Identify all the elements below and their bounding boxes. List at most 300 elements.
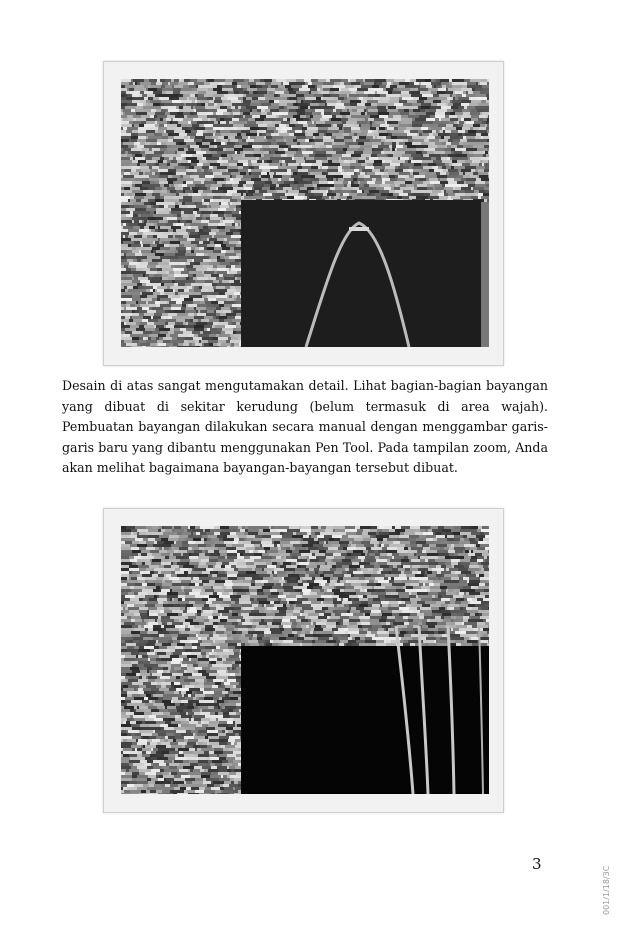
noise-pixel [156,208,165,211]
noise-pixel [301,175,310,178]
noise-pixel [158,169,168,172]
noise-pixel [338,166,342,169]
noise-pixel [153,286,157,289]
noise-pixel [245,550,249,553]
noise-pixel [207,244,215,247]
noise-pixel [469,538,475,541]
noise-pixel [177,313,188,316]
noise-pixel [322,160,328,163]
noise-pixel [174,325,185,328]
noise-pixel [465,550,469,553]
noise-pixel [232,610,236,613]
noise-pixel [331,118,341,121]
noise-pixel [179,109,184,112]
noise-pixel [347,184,351,187]
noise-pixel [343,148,347,151]
noise-pixel [195,583,199,586]
noise-pixel [333,529,335,532]
noise-pixel [472,598,477,601]
noise-pixel [237,556,244,559]
noise-pixel [432,610,441,613]
noise-pixel [258,97,265,100]
noise-pixel [338,547,343,550]
noise-pixel [477,529,481,532]
noise-pixel [294,178,303,181]
noise-pixel [188,274,193,277]
noise-pixel [305,109,310,112]
noise-pixel [251,601,259,604]
noise-pixel [279,100,286,103]
noise-pixel [398,109,404,112]
noise-pixel [171,79,174,82]
noise-pixel [309,154,315,157]
noise-pixel [251,610,259,613]
noise-pixel [245,526,248,529]
noise-pixel [413,127,421,130]
noise-pixel [188,214,195,217]
noise-pixel [357,121,367,124]
noise-pixel [237,562,244,565]
noise-pixel [399,124,408,127]
noise-pixel [253,538,262,541]
noise-pixel [357,88,368,91]
noise-pixel [463,172,465,175]
noise-pixel [468,604,475,607]
noise-pixel [121,343,126,346]
noise-pixel [399,82,409,85]
noise-pixel [363,529,370,532]
noise-pixel [173,172,176,175]
noise-pixel [195,184,205,187]
noise-pixel [146,154,153,157]
noise-pixel [196,322,207,325]
noise-pixel [346,151,354,154]
noise-pixel [121,259,127,262]
noise-pixel [230,247,234,250]
noise-pixel [344,127,351,130]
noise-pixel [208,253,216,256]
noise-pixel [277,190,286,193]
noise-pixel [390,559,401,562]
noise-pixel [300,106,308,109]
noise-pixel [142,175,149,178]
noise-pixel [257,160,262,163]
noise-pixel [142,241,153,244]
noise-pixel [195,136,205,139]
noise-pixel [269,100,274,103]
noise-pixel [429,544,436,547]
noise-pixel [309,118,311,121]
noise-pixel [252,124,258,127]
noise-pixel [141,259,143,262]
noise-pixel [368,532,376,535]
noise-pixel [333,553,341,556]
noise-pixel [121,319,129,322]
noise-pixel [187,238,195,241]
noise-pixel [142,220,144,223]
noise-pixel [333,577,338,580]
noise-pixel [195,202,197,205]
noise-pixel [264,583,274,586]
noise-pixel [290,592,300,595]
noise-pixel [153,91,162,94]
noise-pixel [133,259,137,262]
noise-pixel [254,154,261,157]
noise-pixel [144,145,154,148]
noise-pixel [228,169,238,172]
noise-pixel [244,562,246,565]
noise-pixel [374,586,385,589]
noise-pixel [466,559,470,562]
noise-pixel [121,238,131,241]
noise-pixel [222,547,226,550]
noise-pixel [460,139,467,142]
noise-pixel [199,286,202,289]
noise-pixel [270,175,273,178]
noise-pixel [319,178,327,181]
noise-pixel [333,574,344,577]
noise-pixel [221,202,228,205]
noise-pixel [155,583,162,586]
noise-pixel [400,541,410,544]
noise-pixel [205,184,211,187]
noise-pixel [129,262,140,265]
noise-pixel [282,577,284,580]
noise-pixel [177,160,183,163]
noise-pixel [148,199,155,202]
noise-pixel [332,106,335,109]
noise-pixel [273,526,279,529]
noise-pixel [265,181,272,184]
noise-pixel [121,193,124,196]
noise-pixel [254,166,259,169]
noise-pixel [191,553,199,556]
noise-pixel [204,169,208,172]
noise-pixel [318,547,324,550]
noise-pixel [416,595,418,598]
noise-pixel [332,145,338,148]
noise-pixel [365,580,369,583]
noise-pixel [449,79,452,82]
noise-pixel [129,565,138,568]
noise-pixel [121,571,129,574]
noise-pixel [179,535,188,538]
noise-pixel [305,568,309,571]
noise-pixel [160,238,168,241]
noise-pixel [150,571,154,574]
noise-pixel [211,301,218,304]
noise-pixel [121,262,129,265]
noise-pixel [195,340,199,343]
noise-pixel [331,574,333,577]
noise-pixel [355,526,360,529]
noise-pixel [394,181,405,184]
noise-pixel [438,568,444,571]
noise-pixel [237,190,246,193]
noise-pixel [324,112,331,115]
noise-pixel [129,568,139,571]
noise-pixel [447,178,454,181]
noise-pixel [190,145,192,148]
noise-pixel [363,595,367,598]
noise-pixel [251,172,261,175]
noise-pixel [329,151,336,154]
noise-pixel [154,133,162,136]
noise-pixel [229,604,231,607]
noise-pixel [308,82,312,85]
noise-pixel [121,337,132,340]
noise-pixel [123,607,125,610]
noise-pixel [265,91,267,94]
noise-pixel [146,283,151,286]
noise-pixel [459,541,470,544]
noise-pixel [154,163,156,166]
noise-pixel [260,148,263,151]
noise-pixel [164,214,173,217]
noise-pixel [434,583,440,586]
noise-pixel [271,133,279,136]
noise-pixel [135,304,140,307]
noise-pixel [296,595,302,598]
noise-pixel [168,238,178,241]
noise-pixel [389,571,391,574]
noise-pixel [153,232,163,235]
noise-pixel [364,178,372,181]
noise-pixel [138,301,146,304]
noise-pixel [428,127,431,130]
noise-pixel [293,139,297,142]
noise-pixel [420,529,425,532]
noise-pixel [247,565,256,568]
noise-pixel [135,154,142,157]
noise-pixel [172,316,178,319]
noise-pixel [215,580,225,583]
noise-pixel [158,127,167,130]
noise-pixel [250,598,254,601]
noise-pixel [155,289,157,292]
noise-pixel [162,88,173,91]
noise-pixel [393,154,402,157]
noise-pixel [204,94,213,97]
noise-pixel [262,604,264,607]
noise-pixel [436,172,440,175]
noise-pixel [212,574,217,577]
noise-pixel [485,535,489,538]
noise-pixel [181,100,192,103]
noise-pixel [450,601,455,604]
noise-pixel [157,121,167,124]
noise-pixel [335,106,345,109]
noise-pixel [192,286,194,289]
noise-pixel [231,265,235,268]
noise-pixel [452,547,454,550]
noise-pixel [303,178,310,181]
noise-pixel [139,568,146,571]
noise-pixel [136,562,142,565]
noise-pixel [349,160,356,163]
noise-pixel [174,526,181,529]
noise-pixel [468,553,475,556]
noise-pixel [208,103,214,106]
noise-pixel [232,154,242,157]
noise-pixel [158,160,163,163]
noise-pixel [456,598,464,601]
noise-pixel [204,274,211,277]
noise-pixel [348,544,351,547]
noise-pixel [354,538,363,541]
noise-pixel [148,607,157,610]
noise-pixel [251,178,261,181]
noise-pixel [281,157,292,160]
noise-pixel [136,271,146,274]
noise-pixel [379,613,382,616]
noise-pixel [401,571,404,574]
noise-pixel [217,592,222,595]
noise-pixel [253,190,255,193]
noise-pixel [263,121,272,124]
noise-pixel [334,181,343,184]
noise-pixel [415,112,426,115]
noise-pixel [227,271,229,274]
noise-pixel [370,562,374,565]
noise-pixel [387,562,390,565]
noise-pixel [160,226,171,229]
noise-pixel [322,607,328,610]
noise-pixel [222,247,230,250]
noise-pixel [195,106,205,109]
noise-pixel [132,193,135,196]
noise-pixel [254,148,260,151]
noise-pixel [411,160,422,163]
noise-pixel [121,256,126,259]
noise-pixel [452,160,457,163]
noise-pixel [282,160,285,163]
noise-pixel [357,193,367,196]
noise-pixel [121,139,123,142]
noise-pixel [453,190,459,193]
noise-pixel [336,136,344,139]
noise-pixel [469,580,480,583]
noise-pixel [121,307,124,310]
noise-pixel [275,151,285,154]
noise-pixel [182,202,185,205]
noise-pixel [478,82,480,85]
noise-pixel [465,133,476,136]
noise-pixel [471,550,473,553]
noise-pixel [322,115,332,118]
noise-pixel [349,88,357,91]
noise-pixel [459,580,467,583]
noise-pixel [383,148,386,151]
noise-pixel [154,325,156,328]
noise-pixel [191,292,201,295]
noise-pixel [462,610,467,613]
noise-pixel [462,82,467,85]
noise-pixel [442,559,451,562]
noise-pixel [246,562,254,565]
noise-pixel [125,112,136,115]
noise-pixel [348,580,357,583]
noise-pixel [185,607,187,610]
noise-pixel [215,571,218,574]
noise-pixel [218,289,227,292]
noise-pixel [201,289,208,292]
noise-pixel [386,550,397,553]
noise-pixel [253,193,263,196]
noise-pixel [188,169,197,172]
noise-pixel [365,589,367,592]
noise-pixel [231,598,239,601]
noise-pixel [356,607,364,610]
noise-pixel [220,613,222,616]
noise-pixel [263,529,270,532]
noise-pixel [172,337,177,340]
noise-pixel [212,283,217,286]
noise-pixel [261,172,267,175]
noise-pixel [139,337,143,340]
noise-pixel [222,280,229,283]
noise-pixel [286,559,297,562]
noise-pixel [388,103,394,106]
noise-pixel [177,574,187,577]
noise-pixel [297,82,305,85]
noise-pixel [411,154,421,157]
noise-pixel [186,169,188,172]
noise-pixel [121,274,127,277]
noise-pixel [487,82,489,85]
noise-pixel [398,130,404,133]
noise-pixel [436,562,438,565]
noise-pixel [128,223,138,226]
noise-pixel [251,541,255,544]
noise-pixel [143,598,149,601]
noise-pixel [181,553,183,556]
noise-pixel [145,577,156,580]
noise-pixel [168,205,175,208]
noise-pixel [239,91,244,94]
noise-pixel [435,148,444,151]
noise-pixel [133,118,136,121]
noise-pixel [128,283,137,286]
noise-pixel [441,589,446,592]
noise-pixel [121,298,132,301]
noise-pixel [135,253,142,256]
noise-pixel [475,169,478,172]
noise-pixel [394,187,400,190]
noise-pixel [189,295,196,298]
noise-pixel [202,202,204,205]
noise-pixel [460,196,471,199]
noise-pixel [378,109,387,112]
noise-pixel [446,565,452,568]
noise-pixel [470,613,475,616]
noise-pixel [316,148,323,151]
noise-pixel [162,241,170,244]
noise-pixel [256,82,265,85]
noise-pixel [349,109,352,112]
noise-pixel [236,298,241,301]
noise-pixel [259,100,269,103]
noise-pixel [161,316,168,319]
noise-pixel [459,142,463,145]
noise-pixel [220,256,224,259]
noise-pixel [175,568,180,571]
noise-pixel [121,289,125,292]
noise-pixel [408,124,412,127]
noise-pixel [211,262,220,265]
noise-pixel [412,571,417,574]
noise-pixel [272,181,277,184]
